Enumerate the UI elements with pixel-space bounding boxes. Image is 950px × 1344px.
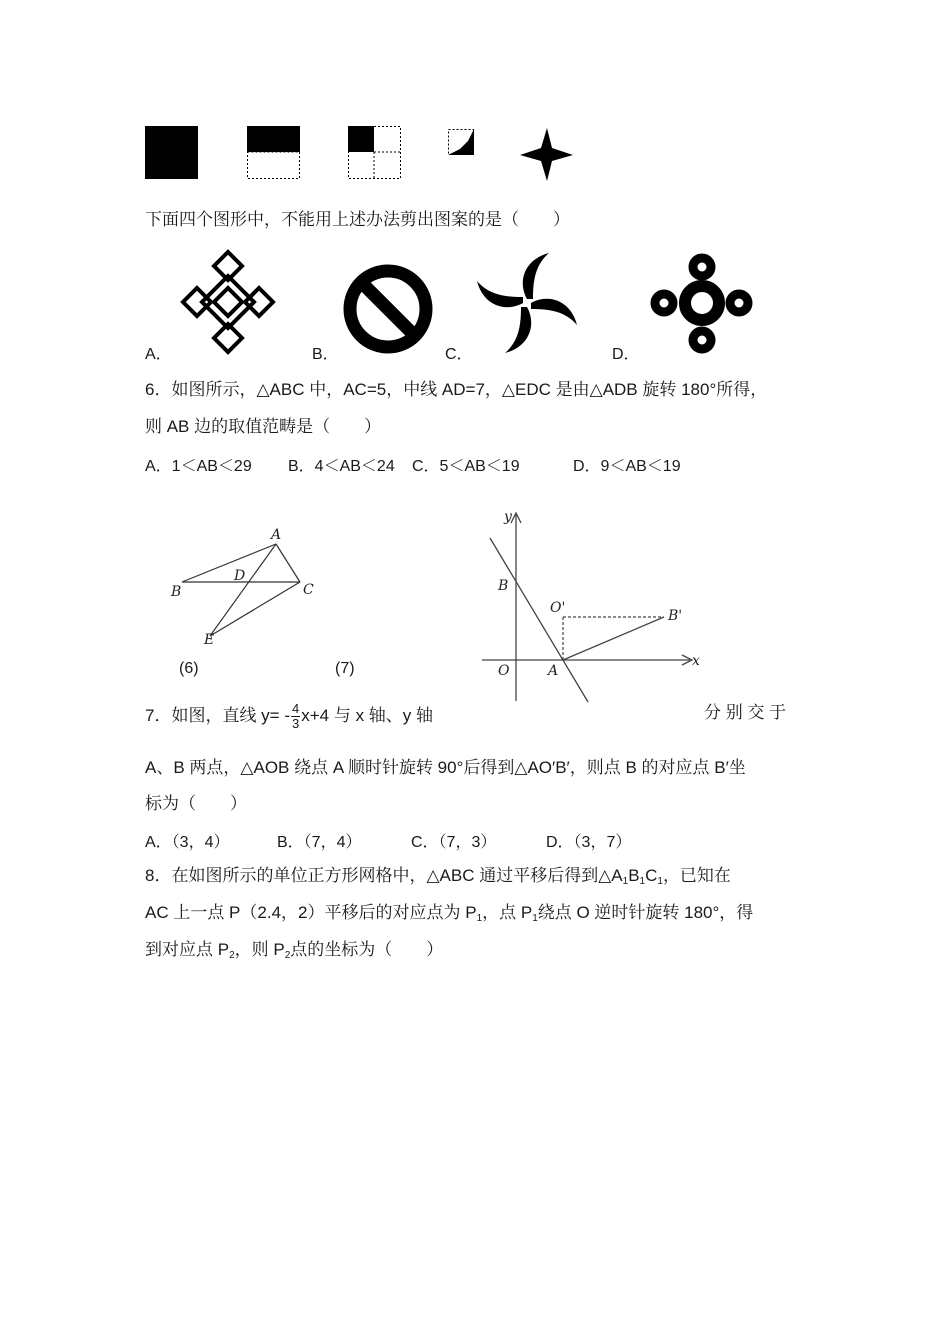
option-a-knot-pattern <box>180 250 276 356</box>
q5-option-c[interactable]: C． <box>445 346 473 363</box>
fig7-label-x: x <box>692 653 700 669</box>
q6-option-a[interactable]: A．1＜AB＜29 <box>145 458 252 475</box>
four-point-star-pattern <box>519 128 575 184</box>
fig6-label-b: B <box>171 584 182 600</box>
folding-step-4 <box>448 129 476 157</box>
q7-option-d[interactable]: D．（3，7） <box>546 834 632 851</box>
option-c-pinwheel <box>474 251 580 355</box>
q8-l3-a: 到对应点 P <box>145 940 230 959</box>
q8-l1-c: C <box>645 866 658 885</box>
fraction-denominator: 3 <box>292 716 300 731</box>
fraction-four-thirds <box>291 702 300 731</box>
q8-l1-a: 8．在如图所示的单位正方形网格中，△ABC 通过平移后得到△A <box>145 866 623 885</box>
folding-step-3 <box>348 126 402 180</box>
q8-sub-1: 1 <box>622 876 629 887</box>
q8-sub-2: 1 <box>639 876 646 887</box>
q5-option-a[interactable]: A． <box>145 346 172 363</box>
figure-6-triangles <box>160 520 330 660</box>
q6-line-1: 6．如图所示，△ABC 中，AC=5，中线 AD=7，△EDC 是由△ADB 旋转 180°所得， <box>145 380 768 399</box>
q7-option-b[interactable]: B．（7，4） <box>277 834 362 851</box>
q5-option-b[interactable]: B． <box>312 346 339 363</box>
option-d-ring-cluster <box>650 252 754 356</box>
q8-sub-4: 1 <box>476 913 483 924</box>
q8-l2-b: ，点 P <box>482 903 533 922</box>
q8-l3-c: 点的坐标为（ ） <box>290 940 444 959</box>
option-b-prohibition-sign <box>342 263 434 355</box>
q7-option-a[interactable]: A．（3，4） <box>145 834 230 851</box>
fig7-label-o-prime: O' <box>550 600 566 616</box>
q5-prompt: 下面四个图形中，不能用上述办法剪出图案的是（ ） <box>145 210 570 229</box>
q8-sub-6: 2 <box>229 950 235 961</box>
q8-line-3 <box>145 939 443 967</box>
fig6-label-d: D <box>234 568 246 584</box>
q8-l3-b: ，则 P <box>234 940 285 959</box>
q8-sub-3: 1 <box>657 876 663 887</box>
fig6-label-e: E <box>204 632 215 648</box>
q8-sub-5: 1 <box>532 913 538 924</box>
folding-step-2 <box>247 126 301 180</box>
q6-option-c[interactable]: C．5＜AB＜19 <box>412 458 520 475</box>
fig7-label-a: A <box>548 663 559 679</box>
q6-option-b[interactable]: B．4＜AB＜24 <box>288 458 395 475</box>
q5-option-d[interactable]: D． <box>612 346 640 363</box>
q7-line-1-end: 分 别 交 于 <box>704 703 787 722</box>
figure-7-coordinate-plot <box>478 505 708 705</box>
q6-option-d[interactable]: D．9＜AB＜19 <box>573 458 681 475</box>
fig7-label-y: y <box>504 509 512 525</box>
figure-6-caption: (6) <box>179 660 199 677</box>
q8-l1-d: ，已知在 <box>662 866 731 885</box>
figure-7-caption: (7) <box>335 660 355 677</box>
q8-line-2 <box>145 902 753 930</box>
q8-l2-a: AC 上一点 P（2.4，2）平移后的对应点为 P <box>145 903 477 922</box>
q7-line-1-start: 7．如图，直线 y= - <box>145 705 290 725</box>
fraction-numerator: 4 <box>292 701 300 716</box>
fig7-label-b-prime: B' <box>668 608 683 624</box>
q8-l2-c: 绕点 O 逆时针旋转 180°，得 <box>537 903 754 922</box>
q8-sub-7: 2 <box>284 950 291 961</box>
q7-line-2: A、B 两点，△AOB 绕点 A 顺时针旋转 90°后得到△AO′B′，则点 B 的对应点 B′坐 <box>145 758 746 777</box>
folding-step-1 <box>145 126 199 180</box>
fig6-label-c: C <box>303 582 314 598</box>
q7-line-1 <box>145 702 433 731</box>
q8-line-1 <box>145 865 731 893</box>
q7-line-3: 标为（ ） <box>145 794 247 813</box>
fig7-label-o: O <box>498 663 510 679</box>
q6-line-2: 则 AB 边的取值范畴是（ ） <box>145 417 382 436</box>
fig7-label-b: B <box>498 578 509 594</box>
q7-line-1-middle: x+4 与 x 轴、y 轴 <box>301 705 434 725</box>
q8-l1-b: B <box>628 866 640 885</box>
q7-option-c[interactable]: C．（7，3） <box>411 834 497 851</box>
fig6-label-a: A <box>271 527 282 543</box>
